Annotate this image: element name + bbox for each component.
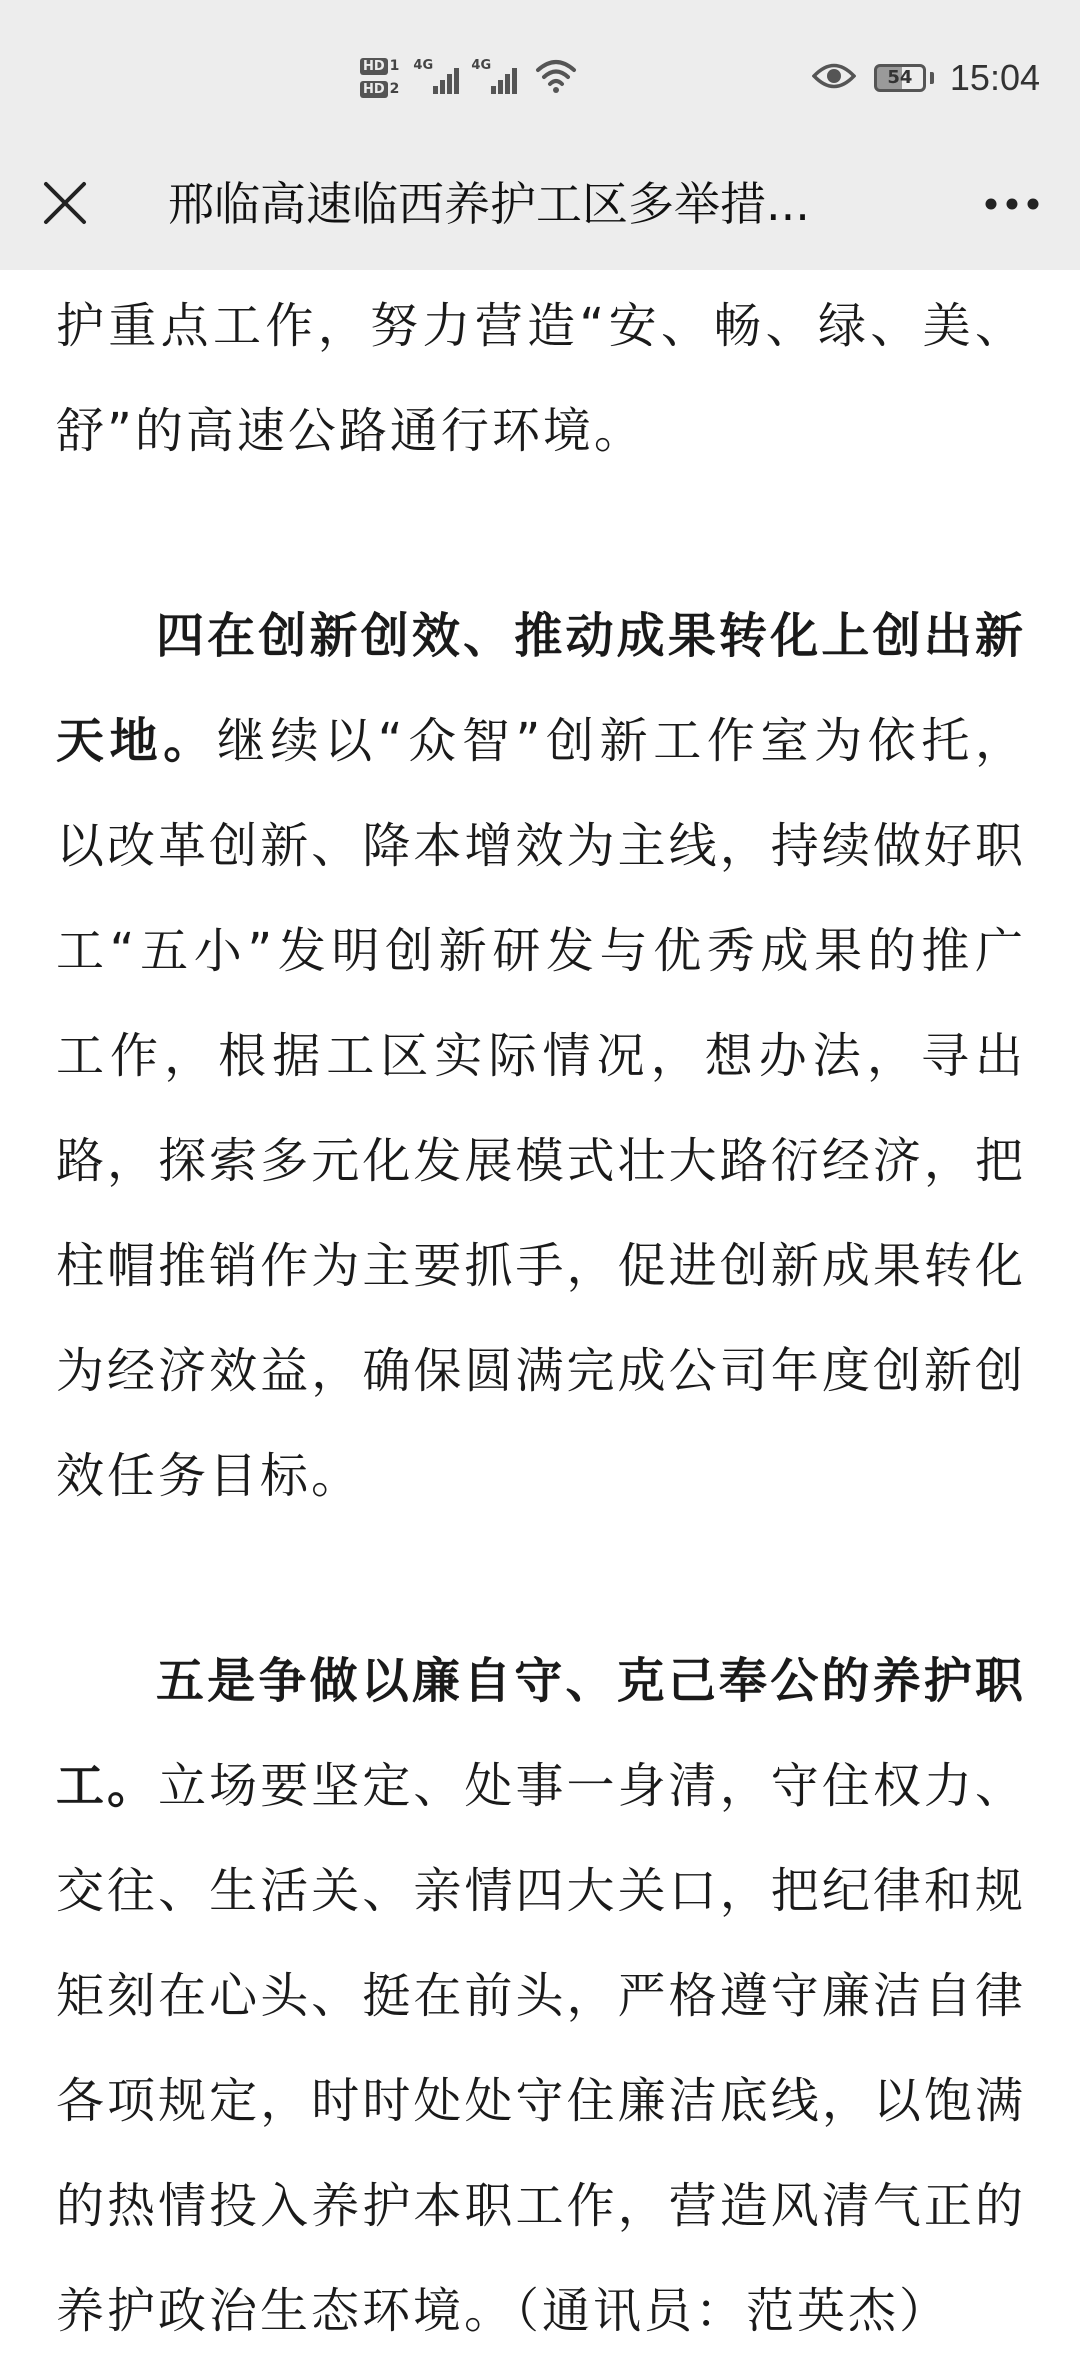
hd1-label: HD (360, 58, 388, 75)
status-right (812, 50, 1040, 106)
network-type-sim2: 4G (471, 58, 492, 73)
wifi-icon (535, 58, 577, 98)
close-icon (42, 180, 88, 230)
article-body (56, 270, 1026, 2364)
signal-icon-sim1 (413, 58, 461, 98)
paragraph-gap (56, 1529, 1026, 1629)
page-title: 邢临高速临西养护工区多举措... (168, 177, 810, 231)
eye-icon (812, 61, 856, 95)
paragraph-4-body: 继续以“众智”创新工作室为依托，以改革创新、降本增效为主线，持续做好职工“五小”发明创新研发与优秀成果的推广工作，根据工区实际情况，想办法，寻出路，探索多元化发展模式壮大路衍经济，把柱帽推销作为主要抓手，促进创新成果转化为经济效益，确保圆满完成公司年度创新创效任务目标。 (56, 713, 1026, 1504)
network-indicators (360, 48, 577, 108)
article-paragraph-lead: 护重点工作，努力营造“安、畅、绿、美、舒”的高速公路通行环境。 (56, 298, 1026, 459)
clock: 15:04 (949, 57, 1040, 98)
article-paragraph-4 (56, 584, 1026, 1529)
paragraph-5-body: 立场要坚定、处事一身清，守住权力、交往、生活关、亲情四大关口，把纪律和规矩刻在心头、挺在前头，严格遵守廉洁自律各项规定，时时处处守住廉洁底线，以饱满的热情投入养护本职工作，营造风清气正的养护政治生态环境。（通讯员：范英杰） (56, 1758, 1026, 2339)
signal-icon-sim2 (471, 58, 519, 98)
hd-indicators (360, 58, 399, 98)
network-type-sim1: 4G (413, 58, 434, 73)
paragraph-5-heading: 五是争做以廉自守、克己奉公的养护职工。 (56, 1653, 1026, 1814)
more-button[interactable] (972, 170, 1052, 240)
hd2-label: HD (360, 81, 388, 98)
status-bar (0, 0, 1080, 140)
article-paragraph-5 (56, 1629, 1026, 2364)
paragraph-gap (56, 484, 1026, 584)
title-bar (0, 140, 1080, 270)
hd1-number: 1 (389, 58, 400, 74)
paragraph-4-heading: 四在创新创效、推动成果转化上创出新天地。 (56, 608, 1026, 769)
hd2-badge (360, 81, 399, 98)
close-button[interactable] (30, 170, 100, 240)
hd2-number: 2 (389, 81, 400, 97)
battery-level: 54 (887, 67, 913, 88)
more-icon (984, 196, 1040, 215)
battery-icon (874, 64, 926, 92)
battery-tip (930, 72, 934, 84)
hd1-badge (360, 58, 399, 75)
